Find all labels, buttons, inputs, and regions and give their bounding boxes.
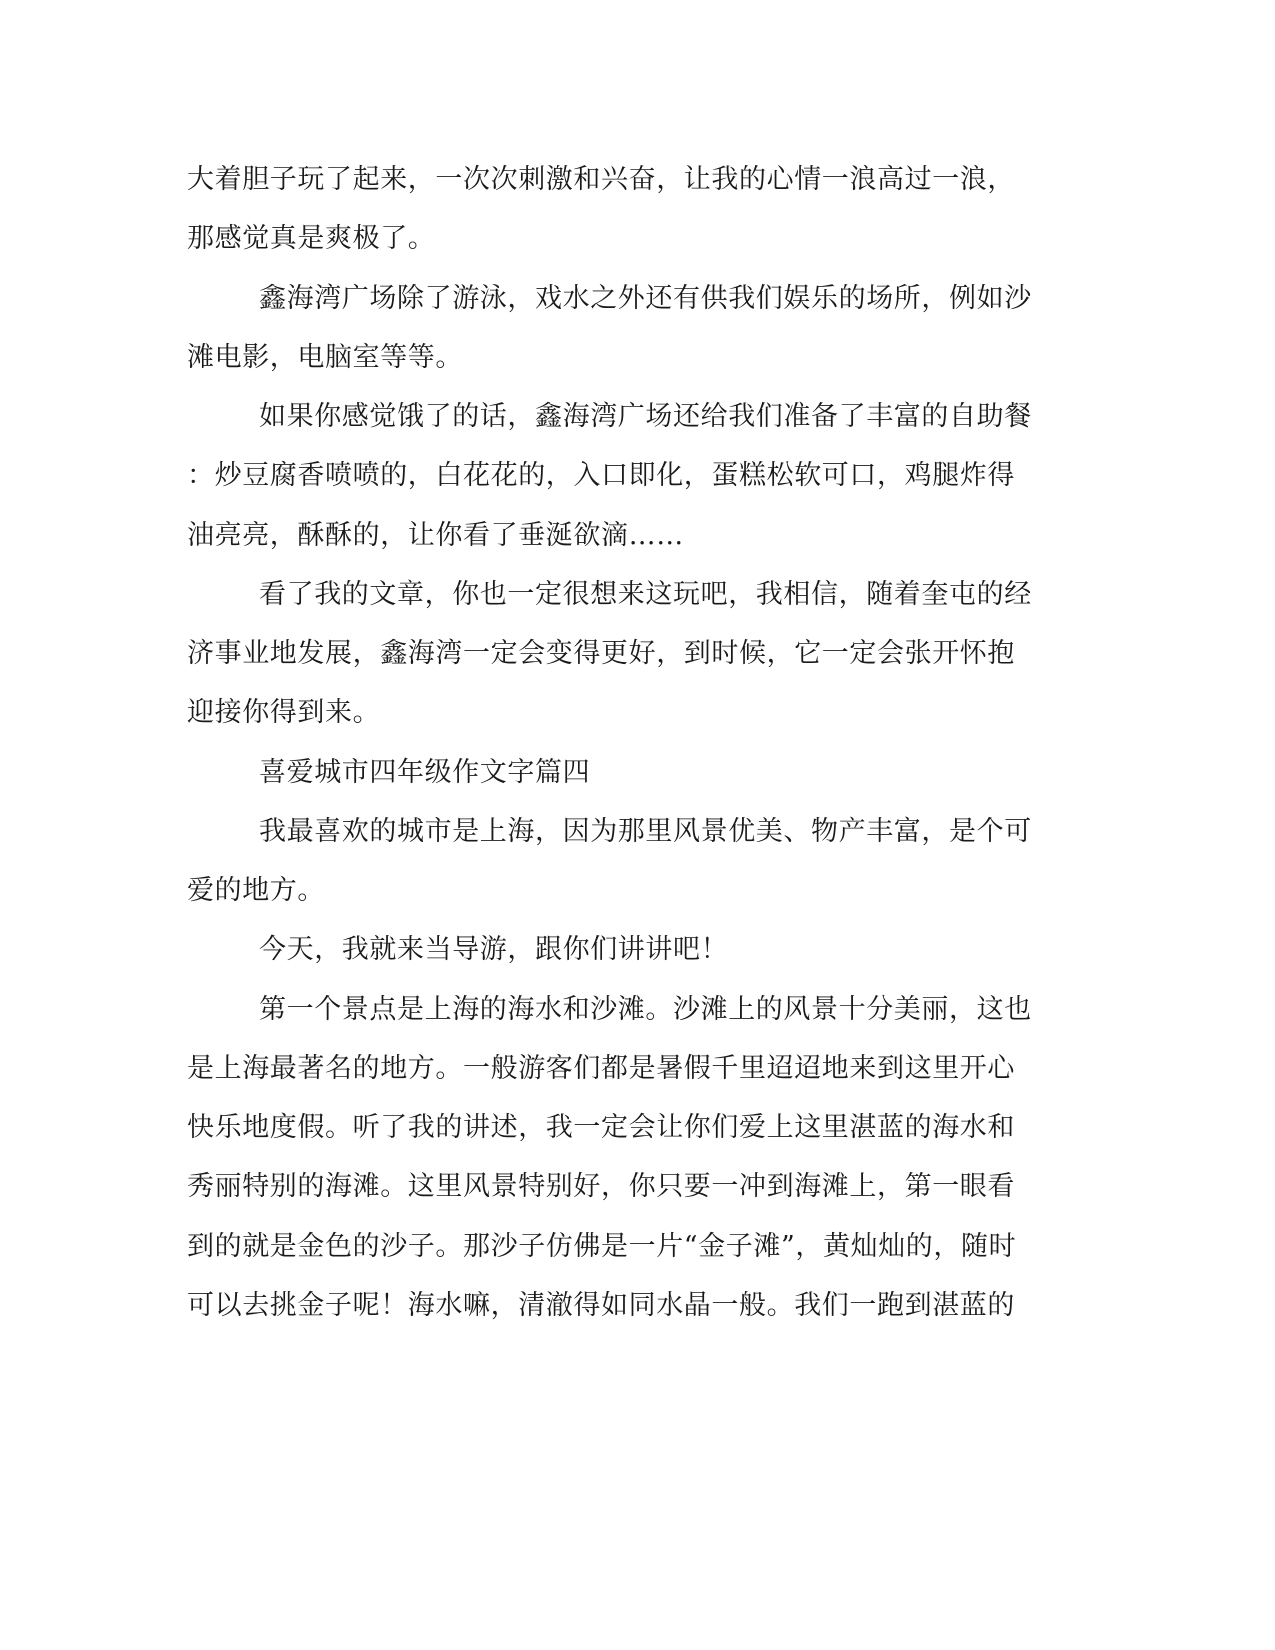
text-line: 到的就是金色的沙子。那沙子仿佛是一片“金子滩”，黄灿灿的，随时 xyxy=(187,1231,1017,1262)
paragraph-start-line: 看了我的文章，你也一定很想来这玩吧，我相信，随着奎屯的经 xyxy=(259,579,1032,610)
text-line: 油亮亮，酥酥的，让你看了垂涎欲滴…… xyxy=(187,520,684,551)
text-line: 爱的地方。 xyxy=(187,875,325,906)
paragraph-start-line: 第一个景点是上海的海水和沙滩。沙滩上的风景十分美丽，这也 xyxy=(259,994,1032,1025)
paragraph-start-line: 鑫海湾广场除了游泳，戏水之外还有供我们娱乐的场所，例如沙 xyxy=(259,283,1032,314)
text-line: 是上海最著名的地方。一般游客们都是暑假千里迢迢地来到这里开心 xyxy=(187,1053,1015,1084)
paragraph-start-line: 如果你感觉饿了的话，鑫海湾广场还给我们准备了丰富的自助餐 xyxy=(259,401,1032,432)
paragraph-start-line: 今天，我就来当导游，跟你们讲讲吧！ xyxy=(259,934,729,965)
text-line: 秀丽特别的海滩。这里风景特别好，你只要一冲到海滩上，第一眼看 xyxy=(187,1171,1015,1202)
paragraph-start-line: 我最喜欢的城市是上海，因为那里风景优美、物产丰富，是个可 xyxy=(259,816,1032,847)
text-line: 可以去挑金子呢！海水嘛，清澈得如同水晶一般。我们一跑到湛蓝的 xyxy=(187,1290,1015,1321)
section-heading: 喜爱城市四年级作文字篇四 xyxy=(259,757,591,788)
text-line: 迎接你得到来。 xyxy=(187,697,381,728)
text-line: ：炒豆腐香喷喷的，白花花的，入口即化，蛋糕松软可口，鸡腿炸得 xyxy=(187,460,1015,491)
text-line: 快乐地度假。听了我的讲述，我一定会让你们爱上这里湛蓝的海水和 xyxy=(187,1112,1015,1143)
text-line: 大着胆子玩了起来，一次次刺激和兴奋，让我的心情一浪高过一浪， xyxy=(187,164,1015,195)
text-line: 那感觉真是爽极了。 xyxy=(187,223,436,254)
text-line: 济事业地发展，鑫海湾一定会变得更好，到时候，它一定会张开怀抱 xyxy=(187,638,1015,669)
text-line: 滩电影，电脑室等等。 xyxy=(187,342,463,373)
